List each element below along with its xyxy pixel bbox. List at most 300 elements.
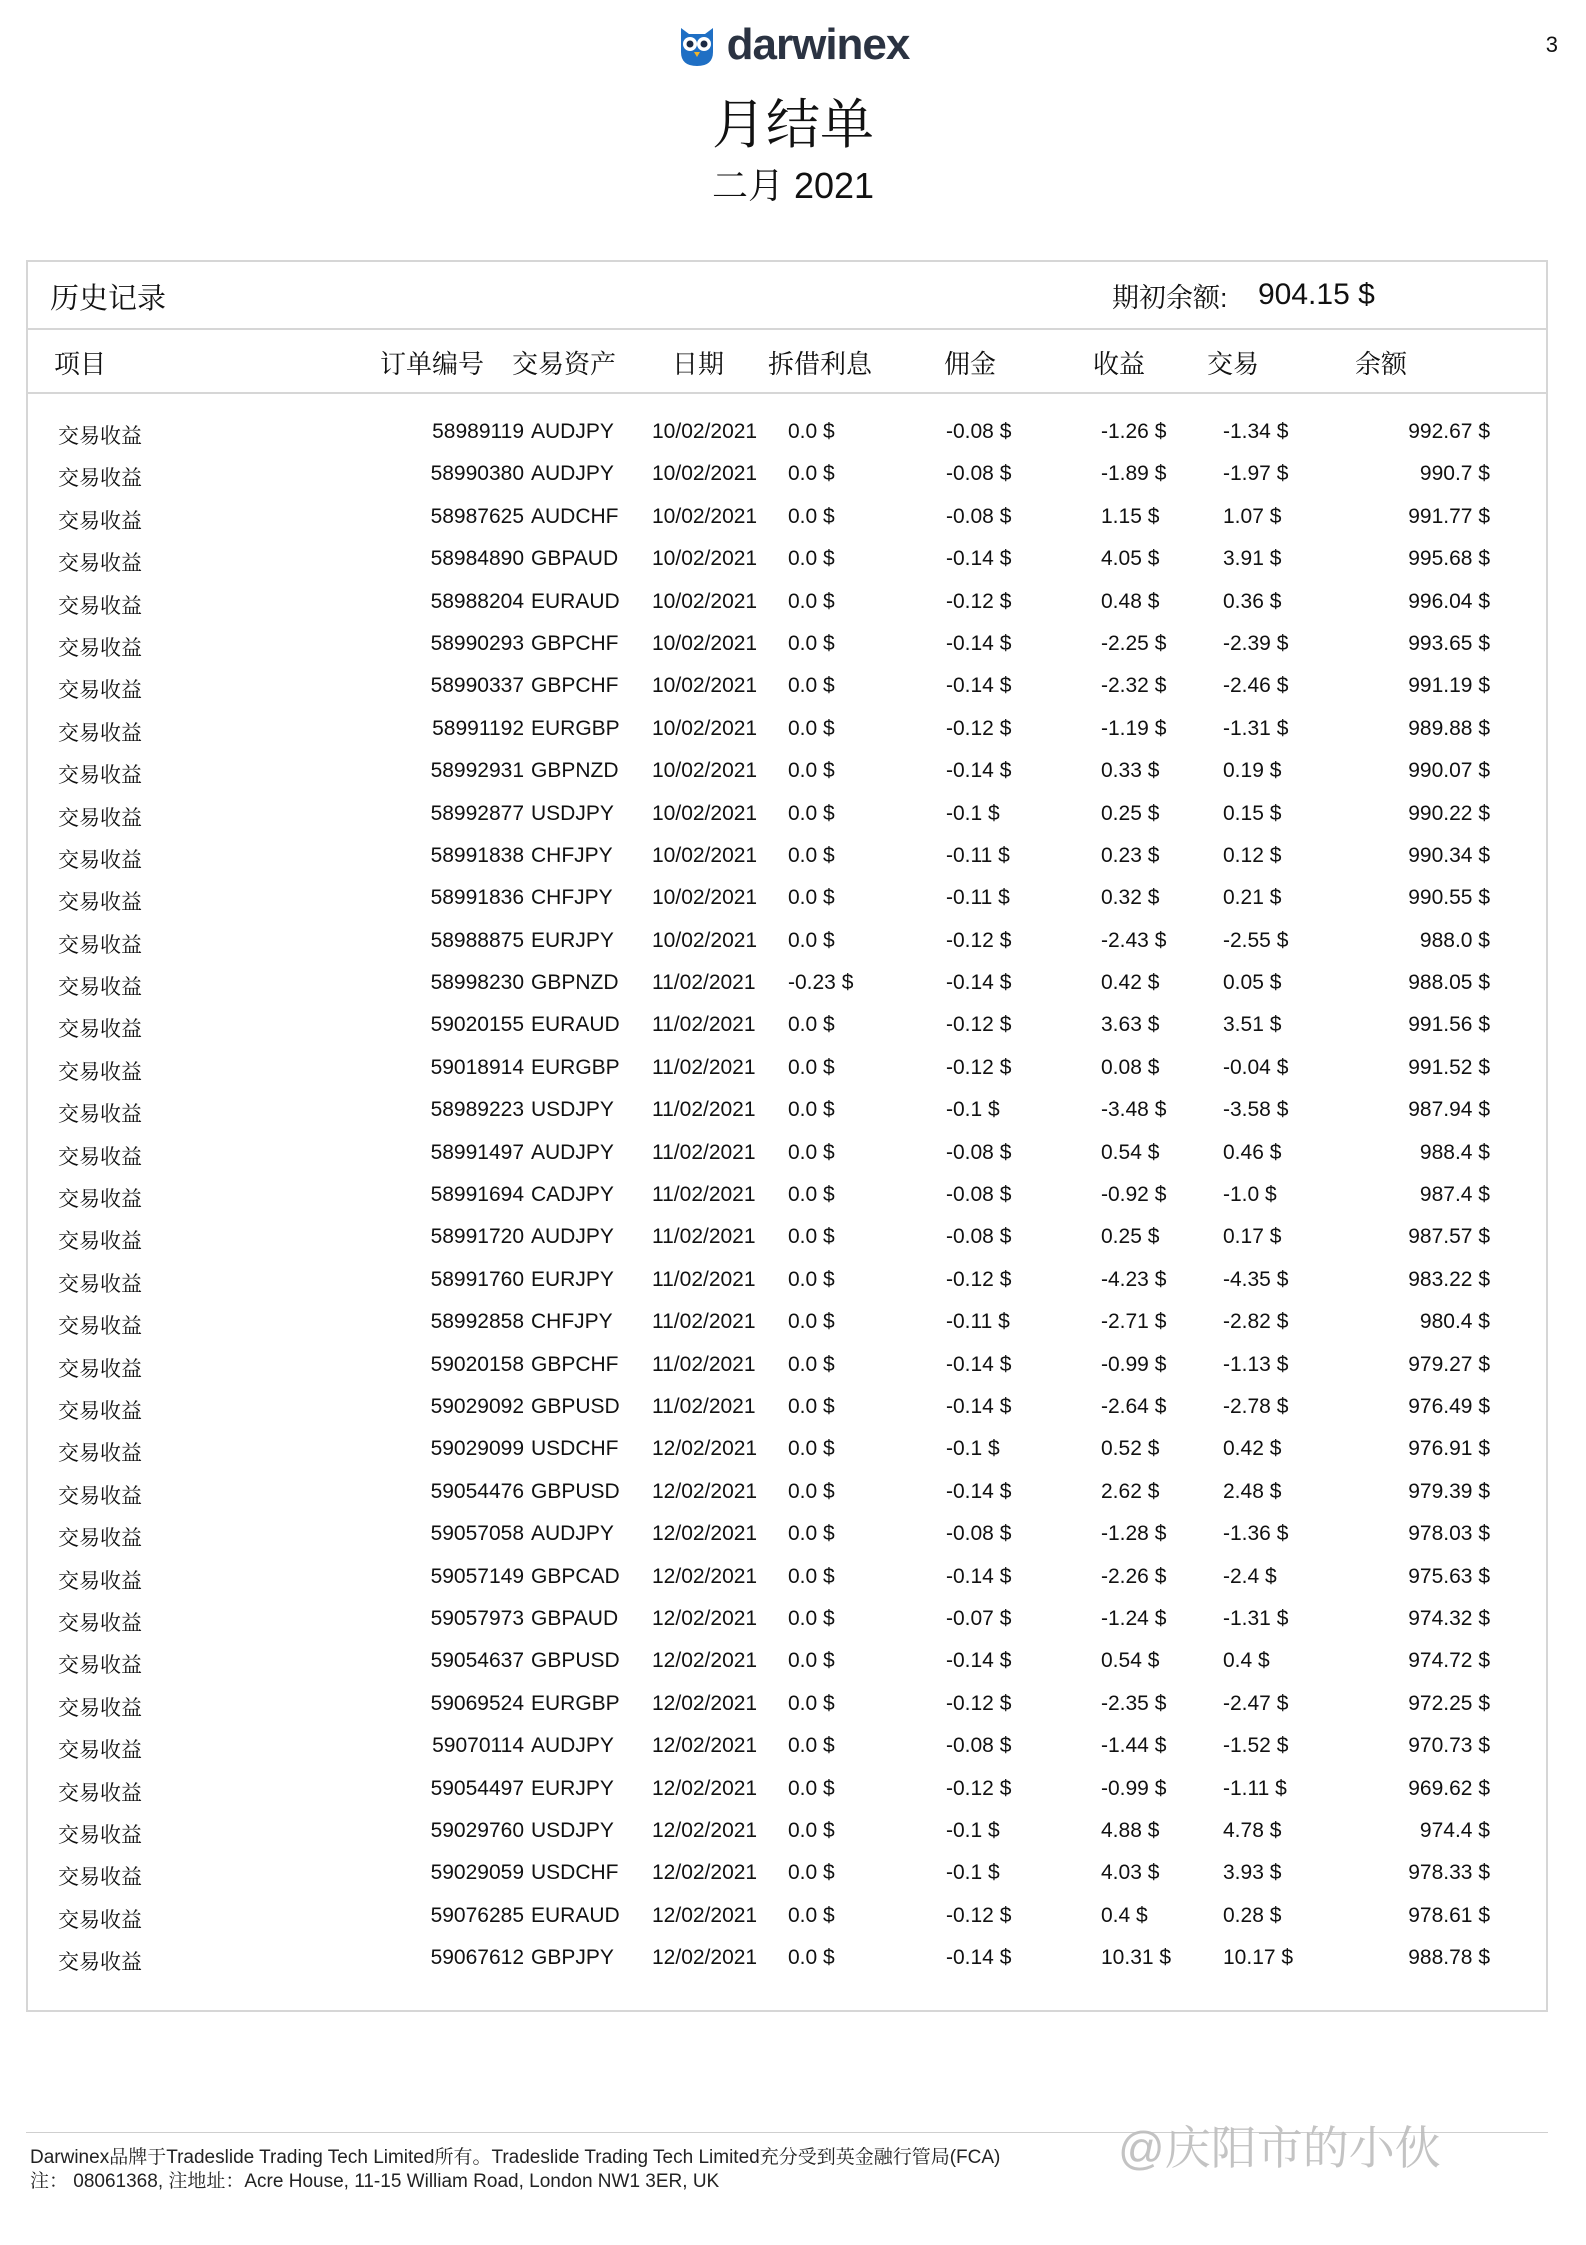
cell-item: 交易收益: [58, 1696, 142, 1720]
cell-order-id: 59057973: [430, 1606, 524, 1630]
footer-line-1: Darwinex品牌于Tradeslide Trading Tech Limited所有。Tradeslide Trading Tech Limited充分受到英金融行管局(FCA): [30, 2147, 1001, 2168]
cell-commission: -0.12 $: [946, 1267, 1012, 1291]
table-row: [28, 1175, 1546, 1217]
footer-text: [30, 2146, 1130, 2194]
cell-item: 交易收益: [58, 1951, 142, 1975]
cell-item: 交易收益: [58, 1315, 142, 1339]
cell-commission: -0.08 $: [946, 462, 1012, 486]
cell-balance: 976.91 $: [1408, 1437, 1490, 1461]
cell-asset: USDJPY: [531, 1098, 614, 1122]
cell-date: 10/02/2021: [652, 801, 758, 825]
cell-balance: 990.22 $: [1408, 801, 1490, 825]
cell-item: 交易收益: [58, 891, 142, 915]
cell-swap: 0.0 $: [788, 1606, 835, 1630]
cell-trade: -2.39 $: [1223, 631, 1289, 655]
cell-date: 11/02/2021: [652, 1310, 756, 1334]
table-row: [28, 1769, 1546, 1811]
cell-trade: 0.4 $: [1223, 1649, 1270, 1673]
cell-asset: EURAUD: [531, 1013, 620, 1037]
cell-trade: -1.0 $: [1223, 1183, 1277, 1207]
cell-order-id: 59054476: [430, 1479, 524, 1503]
cell-balance: 995.68 $: [1408, 547, 1490, 571]
column-balance: 余额: [1355, 349, 1408, 379]
cell-date: 11/02/2021: [652, 971, 756, 995]
cell-date: 12/02/2021: [652, 1649, 758, 1673]
table-row: [28, 1514, 1546, 1556]
cell-swap: 0.0 $: [788, 674, 835, 698]
column-asset: 交易资产: [512, 349, 617, 379]
cell-commission: -0.08 $: [946, 420, 1012, 443]
cell-balance: 980.4 $: [1419, 1310, 1490, 1334]
column-profit: 收益: [1093, 349, 1146, 379]
cell-trade: -0.04 $: [1223, 1055, 1289, 1079]
cell-trade: -2.4 $: [1223, 1564, 1277, 1588]
cell-swap: 0.0 $: [788, 1903, 835, 1927]
cell-order-id: 59069524: [430, 1691, 524, 1715]
cell-item: 交易收益: [58, 1145, 142, 1169]
cell-profit: -1.44 $: [1101, 1734, 1167, 1758]
cell-balance: 988.0 $: [1419, 928, 1490, 952]
table-row: [28, 878, 1546, 920]
brand-name: darwinex: [726, 20, 910, 69]
cell-balance: 979.27 $: [1408, 1352, 1490, 1376]
cell-trade: -2.55 $: [1223, 928, 1289, 952]
cell-commission: -0.12 $: [946, 1013, 1012, 1037]
footer-line-2: 注： 08061368, 注地址：Acre House, 11-15 William Road, London NW1 3ER, UK: [30, 2171, 720, 2192]
cell-asset: GBPNZD: [531, 971, 619, 995]
cell-swap: 0.0 $: [788, 1055, 835, 1079]
cell-profit: 1.15 $: [1101, 504, 1160, 528]
cell-swap: 0.0 $: [788, 1183, 835, 1207]
cell-commission: -0.14 $: [946, 1946, 1012, 1970]
cell-item: 交易收益: [58, 425, 142, 448]
cell-balance: 978.33 $: [1408, 1861, 1490, 1885]
panel-header: [28, 262, 1546, 330]
cell-profit: 0.25 $: [1101, 801, 1160, 825]
cell-date: 12/02/2021: [652, 1818, 758, 1842]
table-row: [28, 666, 1546, 708]
cell-swap: 0.0 $: [788, 1479, 835, 1503]
cell-balance: 990.34 $: [1408, 843, 1490, 867]
cell-balance: 975.63 $: [1408, 1564, 1490, 1588]
cell-order-id: 58989119: [432, 420, 524, 443]
cell-date: 10/02/2021: [652, 674, 758, 698]
cell-swap: 0.0 $: [788, 1522, 835, 1546]
cell-profit: -1.19 $: [1101, 716, 1167, 740]
cell-date: 11/02/2021: [652, 1225, 756, 1249]
cell-order-id: 58991838: [430, 843, 524, 867]
cell-commission: -0.14 $: [946, 759, 1012, 783]
cell-balance: 991.77 $: [1408, 504, 1490, 528]
cell-asset: GBPNZD: [531, 759, 619, 783]
cell-item: 交易收益: [58, 1781, 142, 1805]
cell-item: 交易收益: [58, 552, 142, 576]
cell-commission: -0.12 $: [946, 716, 1012, 740]
cell-swap: 0.0 $: [788, 1734, 835, 1758]
cell-item: 交易收益: [58, 1654, 142, 1678]
cell-date: 10/02/2021: [652, 886, 758, 910]
cell-asset: EURJPY: [531, 928, 614, 952]
cell-date: 10/02/2021: [652, 420, 758, 443]
cell-item: 交易收益: [58, 721, 142, 745]
cell-balance: 970.73 $: [1408, 1734, 1490, 1758]
cell-swap: 0.0 $: [788, 1140, 835, 1164]
cell-asset: EURGBP: [531, 1691, 620, 1715]
cell-order-id: 58990380: [430, 462, 524, 486]
table-row: [28, 582, 1546, 624]
cell-asset: AUDJPY: [531, 1734, 614, 1758]
table-row: [28, 1217, 1546, 1259]
cell-commission: -0.08 $: [946, 1140, 1012, 1164]
cell-date: 11/02/2021: [652, 1098, 756, 1122]
cell-swap: 0.0 $: [788, 1437, 835, 1461]
cell-asset: GBPCHF: [531, 674, 619, 698]
cell-swap: 0.0 $: [788, 1691, 835, 1715]
cell-profit: 0.52 $: [1101, 1437, 1160, 1461]
cell-asset: GBPCAD: [531, 1564, 620, 1588]
cell-order-id: 58992877: [430, 801, 524, 825]
cell-profit: -1.26 $: [1101, 420, 1167, 443]
cell-profit: -1.28 $: [1101, 1522, 1167, 1546]
cell-item: 交易收益: [58, 848, 142, 872]
cell-commission: -0.14 $: [946, 1564, 1012, 1588]
cell-item: 交易收益: [58, 1527, 142, 1551]
cell-profit: 4.03 $: [1101, 1861, 1160, 1885]
column-item: 项目: [54, 349, 107, 379]
table-row: [28, 1302, 1546, 1344]
cell-profit: 0.32 $: [1101, 886, 1160, 910]
cell-profit: 4.88 $: [1101, 1818, 1160, 1842]
cell-swap: 0.0 $: [788, 1946, 835, 1970]
cell-balance: 992.67 $: [1408, 420, 1490, 443]
table-row: [28, 1684, 1546, 1726]
cell-swap: 0.0 $: [788, 1225, 835, 1249]
cell-trade: -1.34 $: [1223, 420, 1289, 443]
cell-asset: GBPUSD: [531, 1649, 620, 1673]
cell-order-id: 59018914: [430, 1055, 524, 1079]
cell-profit: 3.63 $: [1101, 1013, 1160, 1037]
cell-trade: 0.46 $: [1223, 1140, 1282, 1164]
cell-balance: 976.49 $: [1408, 1394, 1490, 1418]
cell-item: 交易收益: [58, 1230, 142, 1254]
cell-trade: 0.36 $: [1223, 589, 1282, 613]
cell-order-id: 58991497: [430, 1140, 524, 1164]
page-title: 月结单: [712, 95, 874, 155]
cell-commission: -0.14 $: [946, 674, 1012, 698]
cell-balance: 969.62 $: [1408, 1776, 1490, 1800]
cell-asset: CHFJPY: [531, 886, 613, 910]
cell-commission: -0.14 $: [946, 1352, 1012, 1376]
table-row: [28, 1641, 1546, 1683]
cell-asset: GBPJPY: [531, 1946, 614, 1970]
cell-commission: -0.11 $: [946, 1310, 1010, 1334]
cell-order-id: 59029059: [430, 1861, 524, 1885]
cell-order-id: 58991694: [430, 1183, 524, 1207]
cell-asset: USDJPY: [531, 1818, 614, 1842]
cell-swap: 0.0 $: [788, 589, 835, 613]
cell-profit: -2.43 $: [1101, 928, 1167, 952]
cell-item: 交易收益: [58, 594, 142, 618]
cell-trade: 3.91 $: [1223, 547, 1282, 571]
cell-profit: -2.64 $: [1101, 1394, 1167, 1418]
cell-profit: 0.54 $: [1101, 1649, 1160, 1673]
cell-profit: -1.89 $: [1101, 462, 1167, 486]
cell-commission: -0.14 $: [946, 631, 1012, 655]
cell-order-id: 58991760: [430, 1267, 524, 1291]
table-row: [28, 1472, 1546, 1514]
table-row: [28, 963, 1546, 1005]
cell-order-id: 59029099: [430, 1437, 524, 1461]
cell-trade: 0.12 $: [1223, 843, 1282, 867]
cell-item: 交易收益: [58, 1442, 142, 1466]
table-row: [28, 624, 1546, 666]
cell-commission: -0.08 $: [946, 1225, 1012, 1249]
cell-swap: 0.0 $: [788, 547, 835, 571]
cell-profit: 0.54 $: [1101, 1140, 1160, 1164]
cell-date: 12/02/2021: [652, 1691, 758, 1715]
cell-swap: 0.0 $: [788, 716, 835, 740]
cell-item: 交易收益: [58, 1399, 142, 1423]
watermark: @庆阳市的小伙: [1118, 2122, 1441, 2174]
table-row: [28, 497, 1546, 539]
cell-item: 交易收益: [58, 1823, 142, 1847]
section-title: 历史记录: [50, 283, 167, 315]
cell-asset: GBPUSD: [531, 1394, 620, 1418]
table-row: [28, 1133, 1546, 1175]
cell-order-id: 59057149: [430, 1564, 524, 1588]
cell-swap: 0.0 $: [788, 1564, 835, 1588]
cell-order-id: 58991836: [430, 886, 524, 910]
cell-date: 10/02/2021: [652, 928, 758, 952]
cell-balance: 987.94 $: [1408, 1098, 1490, 1122]
cell-profit: -0.92 $: [1101, 1183, 1167, 1207]
cell-item: 交易收益: [58, 467, 142, 491]
cell-profit: -0.99 $: [1101, 1776, 1167, 1800]
cell-item: 交易收益: [58, 1018, 142, 1042]
cell-asset: AUDJPY: [531, 420, 614, 443]
cell-profit: -4.23 $: [1101, 1267, 1167, 1291]
cell-commission: -0.11 $: [946, 843, 1010, 867]
cell-order-id: 58990337: [430, 674, 524, 698]
history-panel: [26, 260, 1548, 2012]
cell-asset: CADJPY: [531, 1183, 614, 1207]
cell-item: 交易收益: [58, 933, 142, 957]
cell-item: 交易收益: [58, 1739, 142, 1763]
cell-swap: 0.0 $: [788, 928, 835, 952]
cell-balance: 988.78 $: [1408, 1946, 1490, 1970]
cell-date: 10/02/2021: [652, 547, 758, 571]
cell-swap: 0.0 $: [788, 759, 835, 783]
cell-trade: 3.93 $: [1223, 1861, 1282, 1885]
cell-trade: 0.17 $: [1223, 1225, 1282, 1249]
column-swap: 拆借利息: [768, 349, 873, 379]
cell-date: 11/02/2021: [652, 1055, 756, 1079]
table-row: [28, 709, 1546, 751]
cell-commission: -0.08 $: [946, 1734, 1012, 1758]
cell-trade: 1.07 $: [1223, 504, 1282, 528]
cell-order-id: 58991192: [432, 716, 524, 740]
cell-date: 12/02/2021: [652, 1946, 758, 1970]
cell-item: 交易收益: [58, 636, 142, 660]
cell-asset: EURGBP: [531, 1055, 620, 1079]
cell-date: 11/02/2021: [652, 1394, 756, 1418]
cell-date: 11/02/2021: [652, 1183, 756, 1207]
cell-order-id: 58988875: [430, 928, 524, 952]
cell-item: 交易收益: [58, 1484, 142, 1508]
cell-order-id: 58991720: [430, 1225, 524, 1249]
cell-order-id: 59029760: [430, 1818, 524, 1842]
cell-commission: -0.12 $: [946, 589, 1012, 613]
cell-item: 交易收益: [58, 1908, 142, 1932]
cell-balance: 993.65 $: [1408, 631, 1490, 655]
cell-swap: 0.0 $: [788, 1776, 835, 1800]
cell-asset: EURAUD: [531, 1903, 620, 1927]
cell-asset: GBPAUD: [531, 547, 619, 571]
cell-date: 10/02/2021: [652, 462, 758, 486]
cell-order-id: 58992858: [430, 1310, 524, 1334]
cell-profit: 0.48 $: [1101, 589, 1160, 613]
cell-item: 交易收益: [58, 764, 142, 788]
cell-order-id: 58989223: [430, 1098, 524, 1122]
cell-trade: 0.42 $: [1223, 1437, 1282, 1461]
cell-balance: 991.52 $: [1408, 1055, 1490, 1079]
table-row: [28, 1599, 1546, 1641]
cell-balance: 974.4 $: [1419, 1818, 1490, 1842]
table-row: [28, 1090, 1546, 1132]
table-row: [28, 412, 1546, 454]
cell-date: 12/02/2021: [652, 1776, 758, 1800]
cell-asset: EURGBP: [531, 716, 620, 740]
opening-balance-value: 904.15 $: [1258, 278, 1375, 311]
table-row: [28, 1557, 1546, 1599]
cell-swap: 0.0 $: [788, 1013, 835, 1037]
cell-commission: -0.1 $: [946, 1437, 1000, 1461]
table-row: [28, 1387, 1546, 1429]
cell-balance: 989.88 $: [1408, 716, 1490, 740]
cell-trade: 3.51 $: [1223, 1013, 1282, 1037]
cell-item: 交易收益: [58, 1060, 142, 1084]
cell-asset: USDCHF: [531, 1437, 619, 1461]
cell-profit: -2.71 $: [1101, 1310, 1167, 1334]
cell-commission: -0.08 $: [946, 504, 1012, 528]
cell-trade: 4.78 $: [1223, 1818, 1282, 1842]
cell-swap: 0.0 $: [788, 801, 835, 825]
table-row: [28, 1345, 1546, 1387]
cell-trade: -1.31 $: [1223, 716, 1289, 740]
cell-order-id: 58988204: [430, 589, 524, 613]
cell-asset: AUDJPY: [531, 1225, 614, 1249]
cell-date: 12/02/2021: [652, 1522, 758, 1546]
cell-swap: 0.0 $: [788, 1310, 835, 1334]
cell-swap: 0.0 $: [788, 1352, 835, 1376]
table-row: [28, 1048, 1546, 1090]
cell-commission: -0.1 $: [946, 1818, 1000, 1842]
cell-swap: 0.0 $: [788, 1861, 835, 1885]
cell-asset: EURAUD: [531, 589, 620, 613]
cell-date: 11/02/2021: [652, 1140, 756, 1164]
cell-balance: 990.07 $: [1408, 759, 1490, 783]
cell-trade: -2.78 $: [1223, 1394, 1289, 1418]
cell-profit: -2.35 $: [1101, 1691, 1167, 1715]
cell-profit: 0.08 $: [1101, 1055, 1160, 1079]
cell-item: 交易收益: [58, 1569, 142, 1593]
cell-trade: -1.97 $: [1223, 462, 1289, 486]
cell-trade: 0.05 $: [1223, 971, 1282, 995]
cell-balance: 996.04 $: [1408, 589, 1490, 613]
cell-asset: GBPUSD: [531, 1479, 620, 1503]
cell-asset: GBPCHF: [531, 1352, 619, 1376]
cell-commission: -0.12 $: [946, 1055, 1012, 1079]
table-row: [28, 751, 1546, 793]
cell-order-id: 59076285: [430, 1903, 524, 1927]
cell-profit: 2.62 $: [1101, 1479, 1160, 1503]
table-row: [28, 1896, 1546, 1938]
cell-date: 10/02/2021: [652, 589, 758, 613]
cell-order-id: 59029092: [430, 1394, 524, 1418]
cell-profit: -2.25 $: [1101, 631, 1167, 655]
cell-swap: 0.0 $: [788, 462, 835, 486]
cell-item: 交易收益: [58, 1103, 142, 1127]
column-commission: 佣金: [944, 349, 997, 379]
table-body: [28, 412, 1546, 1980]
cell-profit: -3.48 $: [1101, 1098, 1167, 1122]
cell-balance: 987.57 $: [1408, 1225, 1490, 1249]
cell-commission: -0.07 $: [946, 1606, 1012, 1630]
cell-balance: 990.7 $: [1419, 462, 1490, 486]
cell-date: 12/02/2021: [652, 1903, 758, 1927]
table-row: [28, 1853, 1546, 1895]
table-row: [28, 794, 1546, 836]
cell-trade: -2.47 $: [1223, 1691, 1289, 1715]
table-row: [28, 921, 1546, 963]
cell-date: 12/02/2021: [652, 1606, 758, 1630]
cell-trade: 0.21 $: [1223, 886, 1282, 910]
cell-trade: -3.58 $: [1223, 1098, 1289, 1122]
cell-item: 交易收益: [58, 679, 142, 703]
cell-profit: 0.4 $: [1101, 1903, 1148, 1927]
table-row: [28, 539, 1546, 581]
cell-order-id: 59054497: [430, 1776, 524, 1800]
cell-asset: EURJPY: [531, 1776, 614, 1800]
table-row: [28, 454, 1546, 496]
cell-order-id: 59070114: [432, 1734, 524, 1758]
cell-order-id: 59020155: [430, 1013, 524, 1037]
cell-swap: 0.0 $: [788, 1649, 835, 1673]
table-header: [28, 330, 1546, 394]
cell-profit: 0.25 $: [1101, 1225, 1160, 1249]
cell-swap: 0.0 $: [788, 1098, 835, 1122]
cell-order-id: 59020158: [430, 1352, 524, 1376]
cell-trade: 0.19 $: [1223, 759, 1282, 783]
cell-order-id: 58984890: [430, 547, 524, 571]
cell-date: 12/02/2021: [652, 1861, 758, 1885]
cell-balance: 978.03 $: [1408, 1522, 1490, 1546]
cell-trade: 0.28 $: [1223, 1903, 1282, 1927]
cell-balance: 978.61 $: [1408, 1903, 1490, 1927]
cell-asset: CHFJPY: [531, 843, 613, 867]
cell-profit: 4.05 $: [1101, 547, 1160, 571]
cell-order-id: 58990293: [430, 631, 524, 655]
cell-date: 10/02/2021: [652, 716, 758, 740]
table-row: [28, 1005, 1546, 1047]
cell-date: 10/02/2021: [652, 843, 758, 867]
cell-balance: 991.19 $: [1408, 674, 1490, 698]
cell-commission: -0.12 $: [946, 1691, 1012, 1715]
cell-commission: -0.08 $: [946, 1183, 1012, 1207]
cell-commission: -0.14 $: [946, 1479, 1012, 1503]
cell-asset: USDCHF: [531, 1861, 619, 1885]
cell-date: 11/02/2021: [652, 1267, 756, 1291]
